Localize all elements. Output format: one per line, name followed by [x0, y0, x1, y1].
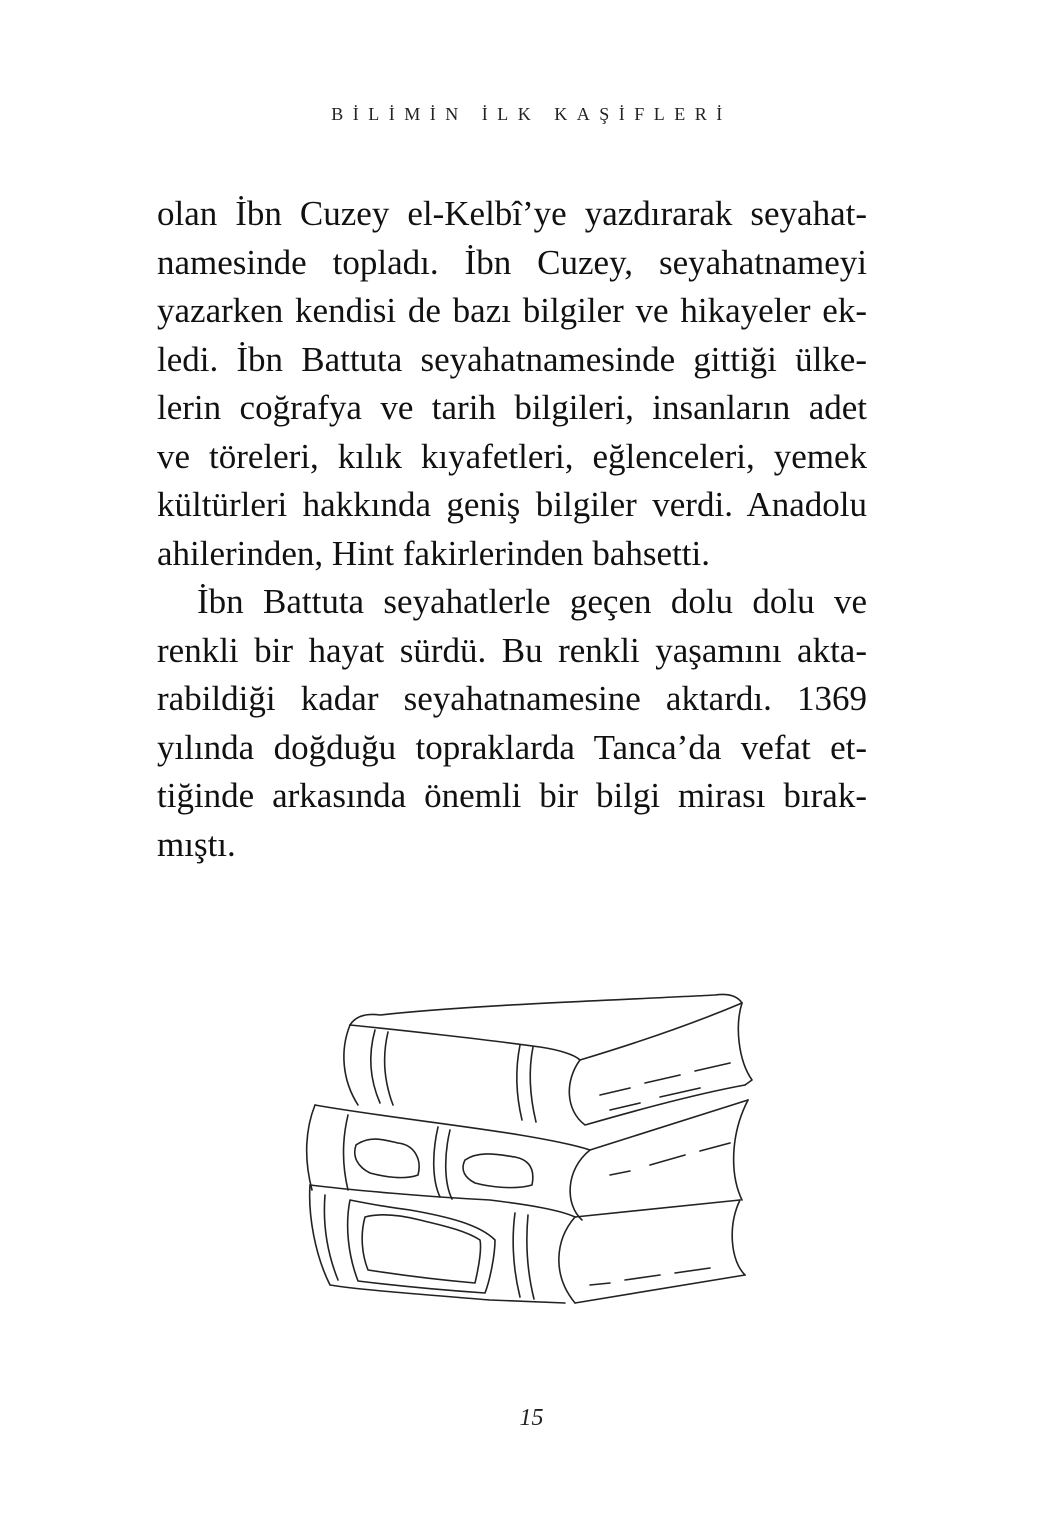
- text-line: yılında doğduğu topraklarda Tanca’da vefat et-: [157, 727, 867, 767]
- text-line: lerin coğrafya ve tarih bilgileri, insanların adet: [157, 388, 867, 427]
- text-line: İbn Battuta seyahatlerle geçen dolu dolu ve: [197, 582, 867, 621]
- book-stack-icon: [290, 985, 770, 1305]
- text-line: ledi. İbn Battuta seyahatnamesinde gittiği ülke-: [157, 339, 867, 379]
- text-line: yazarken kendisi de bazı bilgiler ve hikayeler ek-: [157, 291, 867, 330]
- paragraph-1: [157, 190, 867, 578]
- text-line: ahilerinden, Hint fakirlerinden bahsetti.: [157, 533, 711, 573]
- page-number: 15: [519, 1405, 544, 1431]
- text-line: tiğinde arkasında önemli bir bilgi mirası bırak-: [157, 776, 867, 815]
- text-line: renkli bir hayat sürdü. Bu renkli yaşamını akta-: [157, 630, 867, 670]
- running-head: BİLİMİN İLK KAŞİFLERİ: [331, 104, 732, 124]
- text-line: rabildiği kadar seyahatnamesine aktardı. 1369: [157, 679, 867, 718]
- text-line: mıştı.: [157, 824, 236, 864]
- text-line: olan İbn Cuzey el-Kelbî’ye yazdırarak seyahat-: [157, 194, 867, 233]
- text-line: namesinde topladı. İbn Cuzey, seyahatnameyi: [157, 242, 867, 282]
- text-line: ve töreleri, kılık kıyafetleri, eğlenceleri, yemek: [157, 436, 867, 476]
- paragraph-2: [157, 578, 867, 869]
- body-text: [157, 190, 867, 869]
- text-line: kültürleri hakkında geniş bilgiler verdi. Anadolu: [157, 485, 867, 524]
